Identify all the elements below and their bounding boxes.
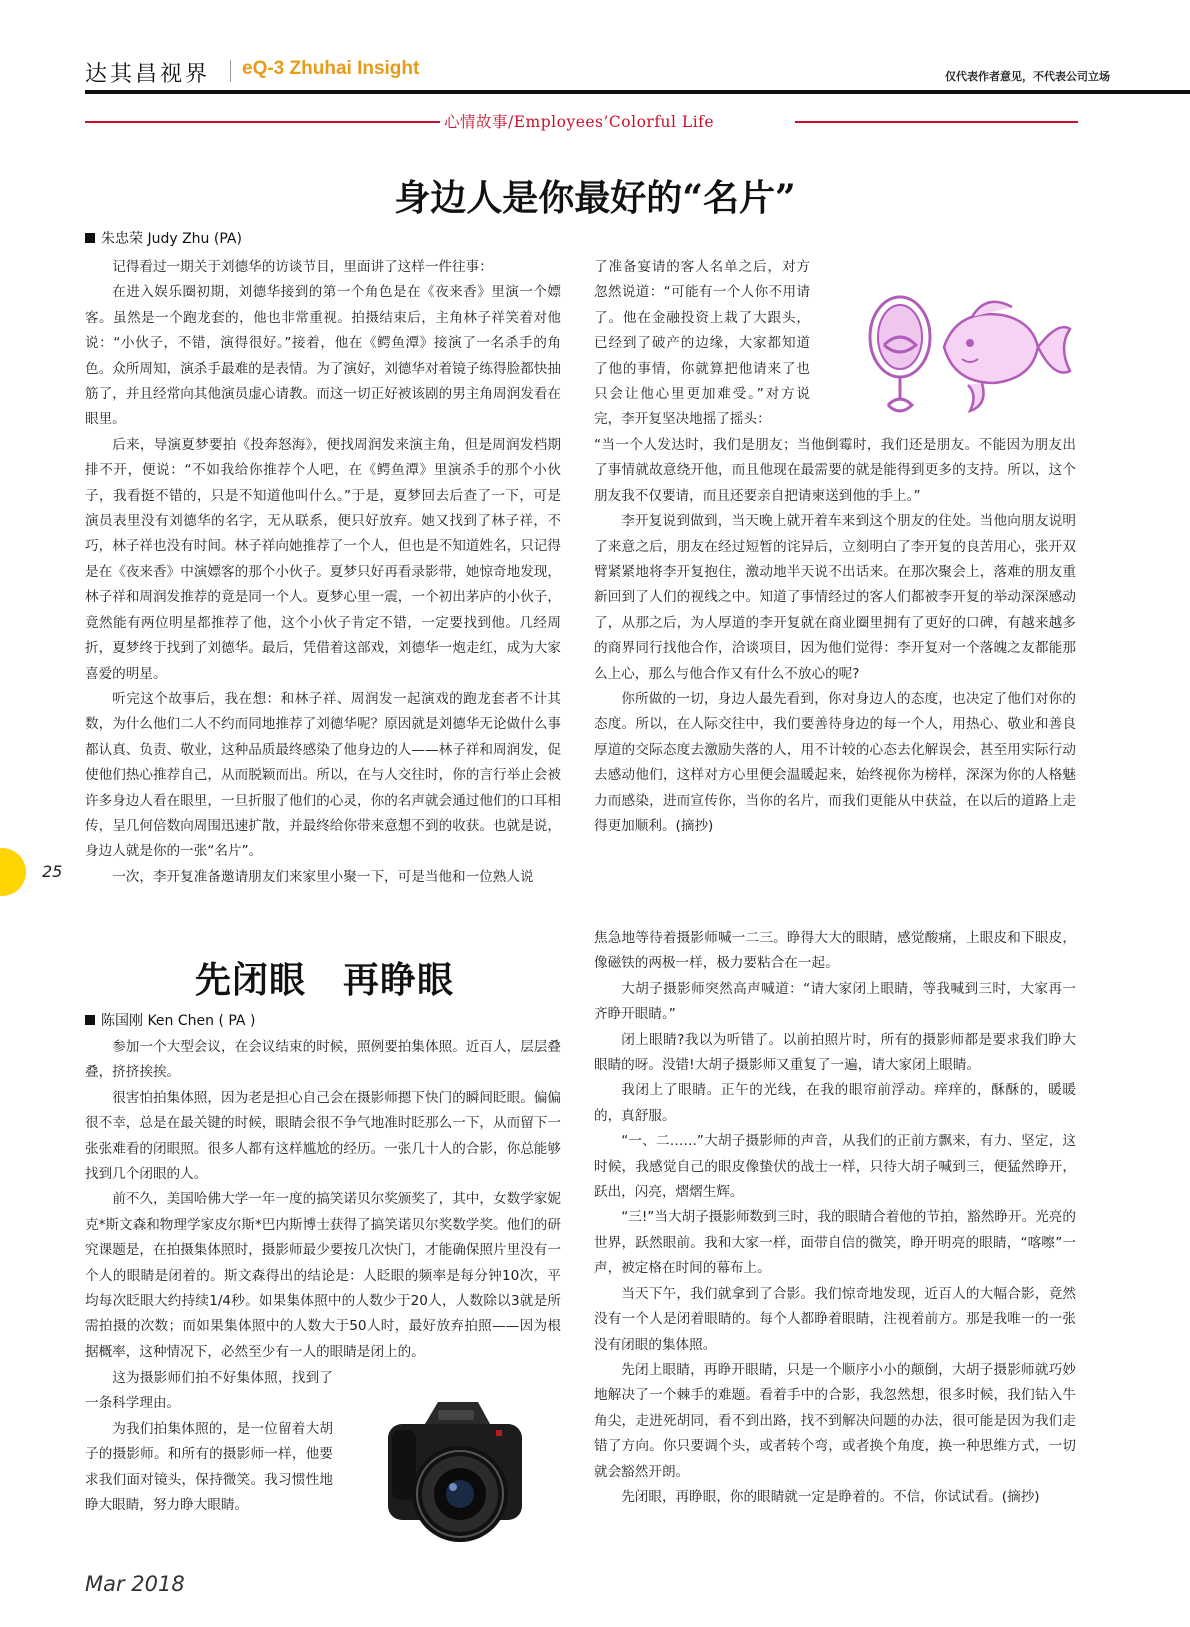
page-marker-dot <box>0 848 26 896</box>
paragraph: 我闭上了眼睛。正午的光线，在我的眼帘前浮动。痒痒的，酥酥的，暖暖的，真舒服。 <box>594 1082 1076 1124</box>
issue-date: Mar 2018 <box>85 1572 185 1596</box>
paragraph: 闭上眼睛?我以为听错了。以前拍照片时，所有的摄影师都是要求我们睁大眼睛的呀。没错!大胡子摄影师又重复了一遍，请大家闭上眼睛。 <box>594 1031 1076 1074</box>
article1-author-name: 朱忠荣 Judy Zhu (PA) <box>101 231 242 247</box>
section-rule-right <box>795 121 1078 123</box>
article1-left-column <box>85 255 561 890</box>
paragraph: 先闭上眼睛，再睁开眼睛，只是一个顺序小小的颠倒，大胡子摄影师就巧妙地解决了一个棘手的难题。看着手中的合影，我忽然想，很多时候，我们钻入牛角尖，走进死胡同，看不到出路，找不到解决问题的办法，很可能是因为我们走错了方向。你只要调个头，或者转个弯，或者换个角度，换一种思维方式，一切就会豁然开朗。 <box>594 1361 1076 1480</box>
paragraph: “当一个人发达时，我们是朋友；当他倒霉时，我们还是朋友。不能因为朋友出了事情就故意绕开他，而且他现在最需要的就是能得到更多的支持。所以，这个朋友我不仅要请，而且还要亲自把请柬送到他的手上。” <box>594 437 1076 504</box>
paragraph: 你所做的一切，身边人最先看到，你对身边人的态度，也决定了他们对你的态度。所以，在人际交往中，我们要善待身边的每一个人，用热心、敬业和善良厚道的交际态度去激励失落的人，用不计较的心态去化解误会，甚至用实际行动去感动他们，这样对方心里便会温暖起来，始终视你为榜样，深深为你的人格魅力而感染，进而宣传你，当你的名片，而我们更能从中获益，在以后的道路上走得更加顺利。(摘抄) <box>594 691 1076 835</box>
paragraph: 当天下午，我们就拿到了合影。我们惊奇地发现，近百人的大幅合影，竟然没有一个人是闭着眼睛的。每个人都睁着眼睛，注视着前方。那是我唯一的一张没有闭眼的集体照。 <box>594 1285 1076 1353</box>
paragraph: 焦急地等待着摄影师喊一二三。睁得大大的眼睛，感觉酸痛，上眼皮和下眼皮，像磁铁的两极一样，极力要粘合在一起。 <box>594 930 1076 972</box>
paragraph: 前不久，美国哈佛大学一年一度的搞笑诺贝尔奖颁奖了，其中，女数学家妮克*斯文森和物理学家皮尔斯*巴内斯博士获得了搞笑诺贝尔奖数学奖。他们的研究课题是，在拍摄集体照时，摄影师最少要按几次快门，才能确保照片里没有一个人的眼睛是闭着的。斯文森得出的结论是：人眨眼的频率是每分钟10次，平均每次眨眼大约持续1/4秒。如果集体照中的人数少于20人，人数除以3就是所需拍摄的次数；而如果集体照中的人数大于50人时，最好放弃拍照——因为根据概率，这种情况下，必然至少有一人的眼睛是闭上的。 <box>85 1191 561 1360</box>
paragraph: 大胡子摄影师突然高声喊道：“请大家闭上眼睛，等我喊到三时，大家再一齐睁开眼睛。” <box>594 980 1076 1023</box>
author-bullet-icon <box>85 1015 95 1025</box>
magazine-title-cn: 达其昌视界 <box>85 62 211 87</box>
article2-title: 先闭眼 再睁眼 <box>195 959 455 1001</box>
fish-mirror-illustration <box>862 287 1074 427</box>
paragraph: 后来，导演夏梦要拍《投奔怒海》，便找周润发来演主角，但是周润发档期排不开，便说：“不如我给你推荐个人吧，在《鳄鱼潭》里演杀手的那个小伙子，我看挺不错的，只是不知道他叫什么。”于是，夏梦回去后查了一下，可是演员表里没有刘德华的名字，无从联系，便只好放弃。她又找到了林子祥，不巧，林子祥也没有时间。林子祥向她推荐了一个人，但也是不知道姓名，只记得是在《夜来香》中演嫖客的那个小伙子。夏梦只好再看录影带，她惊奇地发现，林子祥和周润发推荐的竟是同一个人。夏梦心里一震，一个初出茅庐的小伙子，竟然能有两位明星都推荐了他，这个小伙子肯定不错，一定要找到他。几经周折，夏梦终于找到了刘德华。最后，凭借着这部戏，刘德华一炮走红，成为大家喜爱的明星。 <box>85 436 561 682</box>
paragraph: 在进入娱乐圈初期，刘德华接到的第一个角色是在《夜来香》里演一个嫖客。虽然是一个跑龙套的，他也非常重视。拍摄结束后，主角林子祥笑着对他说：“小伙子，不错，演得很好。”接着，他在《鳄鱼潭》接演了一名杀手的角色。众所周知，演杀手最难的是表情。为了演好，刘德华对着镜子练得脸都快抽筋了，并且经常向其他演员虚心请教。而这一切正好被该剧的男主角周润发看在眼里。 <box>85 284 561 428</box>
disclaimer: 仅代表作者意见，不代表公司立场 <box>945 70 1110 83</box>
paragraph: 记得看过一期关于刘德华的访谈节目，里面讲了这样一件往事： <box>112 259 493 275</box>
paragraph: 先闭眼，再睁眼，你的眼睛就一定是睁着的。不信，你试试看。(摘抄) <box>621 1488 1040 1505</box>
author-bullet-icon <box>85 233 95 243</box>
article2-author-name: 陈国刚 Ken Chen ( PA ) <box>101 1013 256 1029</box>
page-number: 25 <box>42 862 63 881</box>
paragraph: “三!”当大胡子摄影师数到三时，我的眼睛合着他的节拍，豁然睁开。光亮的世界，跃然眼前。我和大家一样，面带自信的微笑，睁开明亮的眼睛，“喀嚓”一声，被定格在时间的幕布上。 <box>594 1209 1076 1277</box>
camera-illustration <box>380 1390 530 1550</box>
article2-left-wrap <box>85 1366 333 1518</box>
article1-right-column <box>594 433 1076 840</box>
paragraph: 这为摄影师们拍不好集体照，找到了一条科学理由。 <box>85 1370 333 1412</box>
article1-right-wrap <box>594 255 810 433</box>
paragraph: 了准备宴请的客人名单之后，对方忽然说道：“可能有一个人你不用请了。他在金融投资上栽了大跟头，已经到了破产的边缘，大家都知道了他的事情，你就算把他请来了也只会让他心里更加难受。”对方说完，李开复坚决地摇了摇头： <box>594 259 810 428</box>
header-separator <box>230 60 231 82</box>
header-rule <box>85 90 1190 94</box>
article1-author <box>85 228 242 248</box>
paragraph: 很害怕拍集体照，因为老是担心自己会在摄影师摁下快门的瞬间眨眼。偏偏很不幸，总是在最关键的时候，眼睛会很不争气地准时眨那么一下，从而留下一张张难看的闭眼照。很多人都有这样尴尬的经历。一张几十人的合影，你总能够找到几个闭眼的人。 <box>85 1089 561 1183</box>
paragraph: 一次，李开复准备邀请朋友们来家里小聚一下，可是当他和一位熟人说 <box>112 868 534 885</box>
paragraph: 听完这个故事后，我在想：和林子祥、周润发一起演戏的跑龙套者不计其数，为什么他们二人不约而同地推荐了刘德华呢？原因就是刘德华无论做什么事都认真、负责、敬业，这种品质最终感染了他身边的人——林子祥和周润发，促使他们热心推荐自己，从而脱颖而出。所以，在与人交往时，你的言行举止会被许多身边人看在眼里，一旦折服了他们的心灵，你的名声就会通过他们的口耳相传，呈几何倍数向周围迅速扩散，并最终给你带来意想不到的收获。也就是说，身边人就是你的一张“名片”。 <box>85 690 561 860</box>
paragraph: 为我们拍集体照的，是一位留着大胡子的摄影师。和所有的摄影师一样，他要求我们面对镜头，保持微笑。我习惯性地睁大眼睛，努力睁大眼睛。 <box>85 1420 333 1514</box>
paragraph: 参加一个大型会议，在会议结束的时候，照例要拍集体照。近百人，层层叠叠，挤挤挨挨。 <box>85 1039 561 1081</box>
magazine-title-en: eQ-3 Zhuhai Insight <box>242 58 420 79</box>
article2-right-column <box>594 926 1076 1510</box>
section-tag: 心情故事/Employees’Colorful Life <box>440 110 718 132</box>
section-rule-left <box>85 121 440 123</box>
article1-title: 身边人是你最好的“名片” <box>394 177 796 219</box>
article2-left-column <box>85 1035 561 1365</box>
paragraph: 李开复说到做到，当天晚上就开着车来到这个朋友的住处。当他向朋友说明了来意之后，朋友在经过短暂的诧异后，立刻明白了李开复的良苦用心，张开双臂紧紧地将李开复抱住，激动地半天说不出话来。在那次聚会上，落难的朋友重新回到了人们的视线之中。知道了事情经过的客人们都被李开复的举动深深感动了，从那之后，为人厚道的李开复就在商业圈里拥有了更好的口碑，有越来越多的商界同行找他合作，洽谈项目，因为他们觉得：李开复对一个落魄之友都能那么上心，那么与他合作又有什么不放心的呢? <box>594 513 1076 682</box>
article2-author <box>85 1010 255 1030</box>
paragraph: “一、二……”大胡子摄影师的声音，从我们的正前方飘来，有力、坚定，这时候，我感觉自己的眼皮像蛰伏的战士一样，只待大胡子喊到三，便猛然睁开，跃出，闪亮，熠熠生辉。 <box>594 1133 1076 1201</box>
